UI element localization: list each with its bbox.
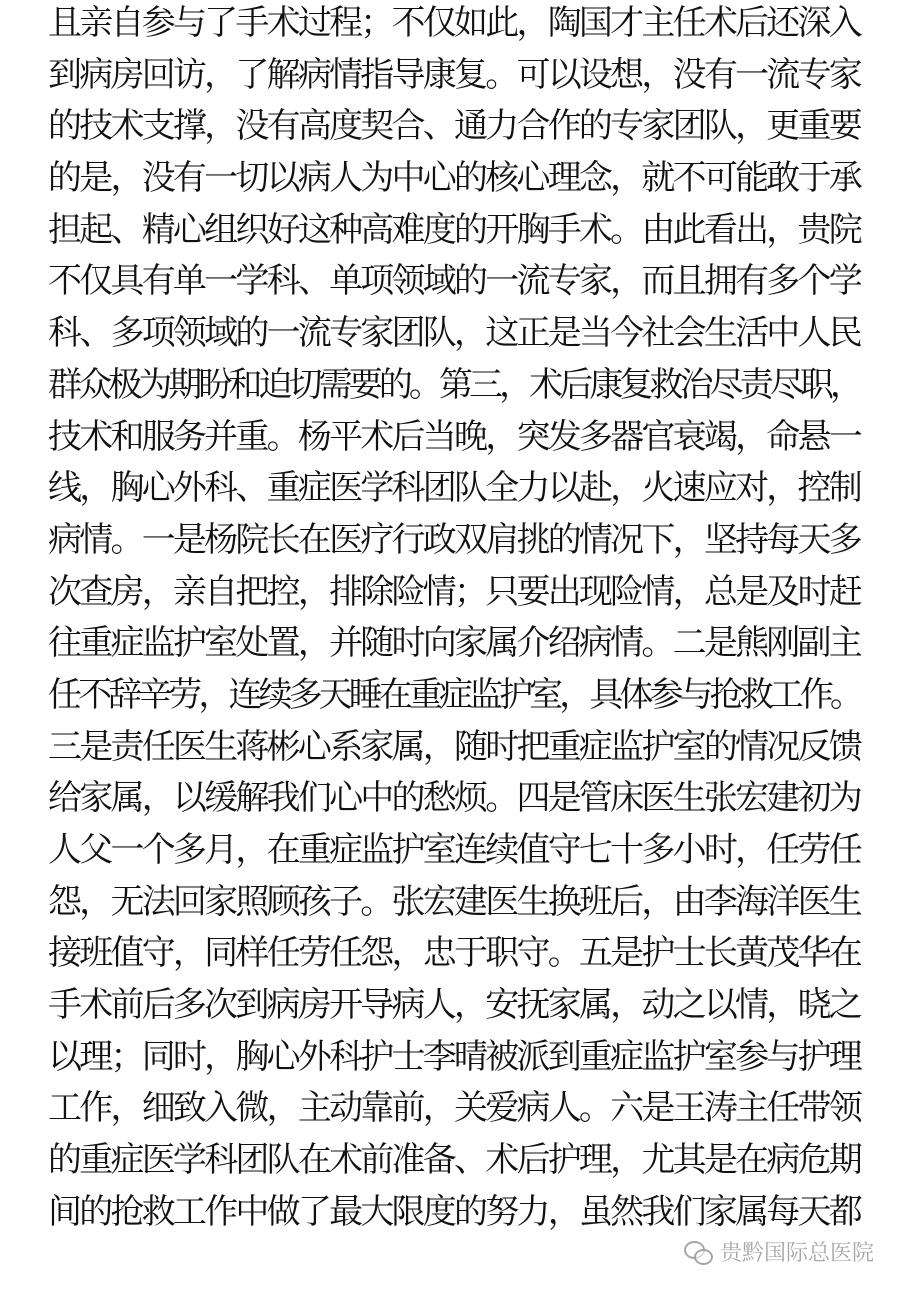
wechat-icon — [684, 1240, 712, 1264]
text-line: 科、多项领域的一流专家团队，这正是当今社会生活中人民 — [48, 313, 860, 354]
text-line: 以理；同时，胸心外科护士李晴被派到重症监护室参与护理 — [48, 1036, 860, 1077]
text-line: 线，胸心外科、重症医学科团队全力以赴，火速应对，控制 — [48, 468, 860, 509]
text-line: 的是，没有一切以病人为中心的核心理念，就不可能敢于承 — [48, 158, 860, 199]
text-line: 三是责任医生蒋彬心系家属，随时把重症监护室的情况反馈 — [48, 726, 860, 767]
letter-body — [48, 0, 858, 1239]
text-line: 的技术支撑，没有高度契合、通力合作的专家团队，更重要 — [48, 106, 860, 147]
text-line: 的重症医学科团队在术前准备、术后护理，尤其是在病危期 — [48, 1140, 860, 1181]
text-line: 担起、精心组织好这种高难度的开胸手术。由此看出，贵院 — [48, 209, 860, 250]
text-line: 不仅具有单一学科、单项领域的一流专家，而且拥有多个学 — [48, 261, 860, 302]
text-line: 接班值守，同样任劳任怨，忠于职守。五是护士长黄茂华在 — [48, 933, 860, 974]
text-line: 次查房，亲自把控，排除险情；只要出现险情，总是及时赶 — [48, 571, 860, 612]
source-watermark — [684, 1236, 874, 1267]
text-line: 怨，无法回家照顾孩子。张宏建医生换班后，由李海洋医生 — [48, 881, 860, 922]
text-line: 间的抢救工作中做了最大限度的努力，虽然我们家属每天都 — [48, 1191, 860, 1232]
text-line: 往重症监护室处置，并随时向家属介绍病情。二是熊刚副主 — [48, 623, 860, 664]
text-line: 技术和服务并重。杨平术后当晚，突发多器官衰竭，命悬一 — [48, 416, 860, 457]
text-line: 手术前后多次到病房开导病人，安抚家属，动之以情，晓之 — [48, 985, 860, 1026]
text-line: 病情。一是杨院长在医疗行政双肩挑的情况下，坚持每天多 — [48, 519, 860, 560]
text-line: 群众极为期盼和迫切需要的。第三，术后康复救治尽责尽职， — [48, 364, 860, 405]
watermark-text: 贵黔国际总医院 — [719, 1241, 874, 1266]
text-line: 任不辞辛劳，连续多天睡在重症监护室，具体参与抢救工作。 — [48, 674, 860, 715]
text-line: 人父一个多月，在重症监护室连续值守七十多小时，任劳任 — [48, 830, 860, 870]
text-line: 到病房回访，了解病情指导康复。可以设想，没有一流专家 — [48, 54, 860, 95]
text-line: 给家属，以缓解我们心中的愁烦。四是管床医生张宏建初为 — [48, 778, 860, 819]
text-line: 且亲自参与了手术过程；不仅如此，陶国才主任术后还深入 — [48, 3, 860, 43]
text-line: 工作，细致入微，主动靠前，关爱病人。六是王涛主任带领 — [48, 1088, 860, 1129]
